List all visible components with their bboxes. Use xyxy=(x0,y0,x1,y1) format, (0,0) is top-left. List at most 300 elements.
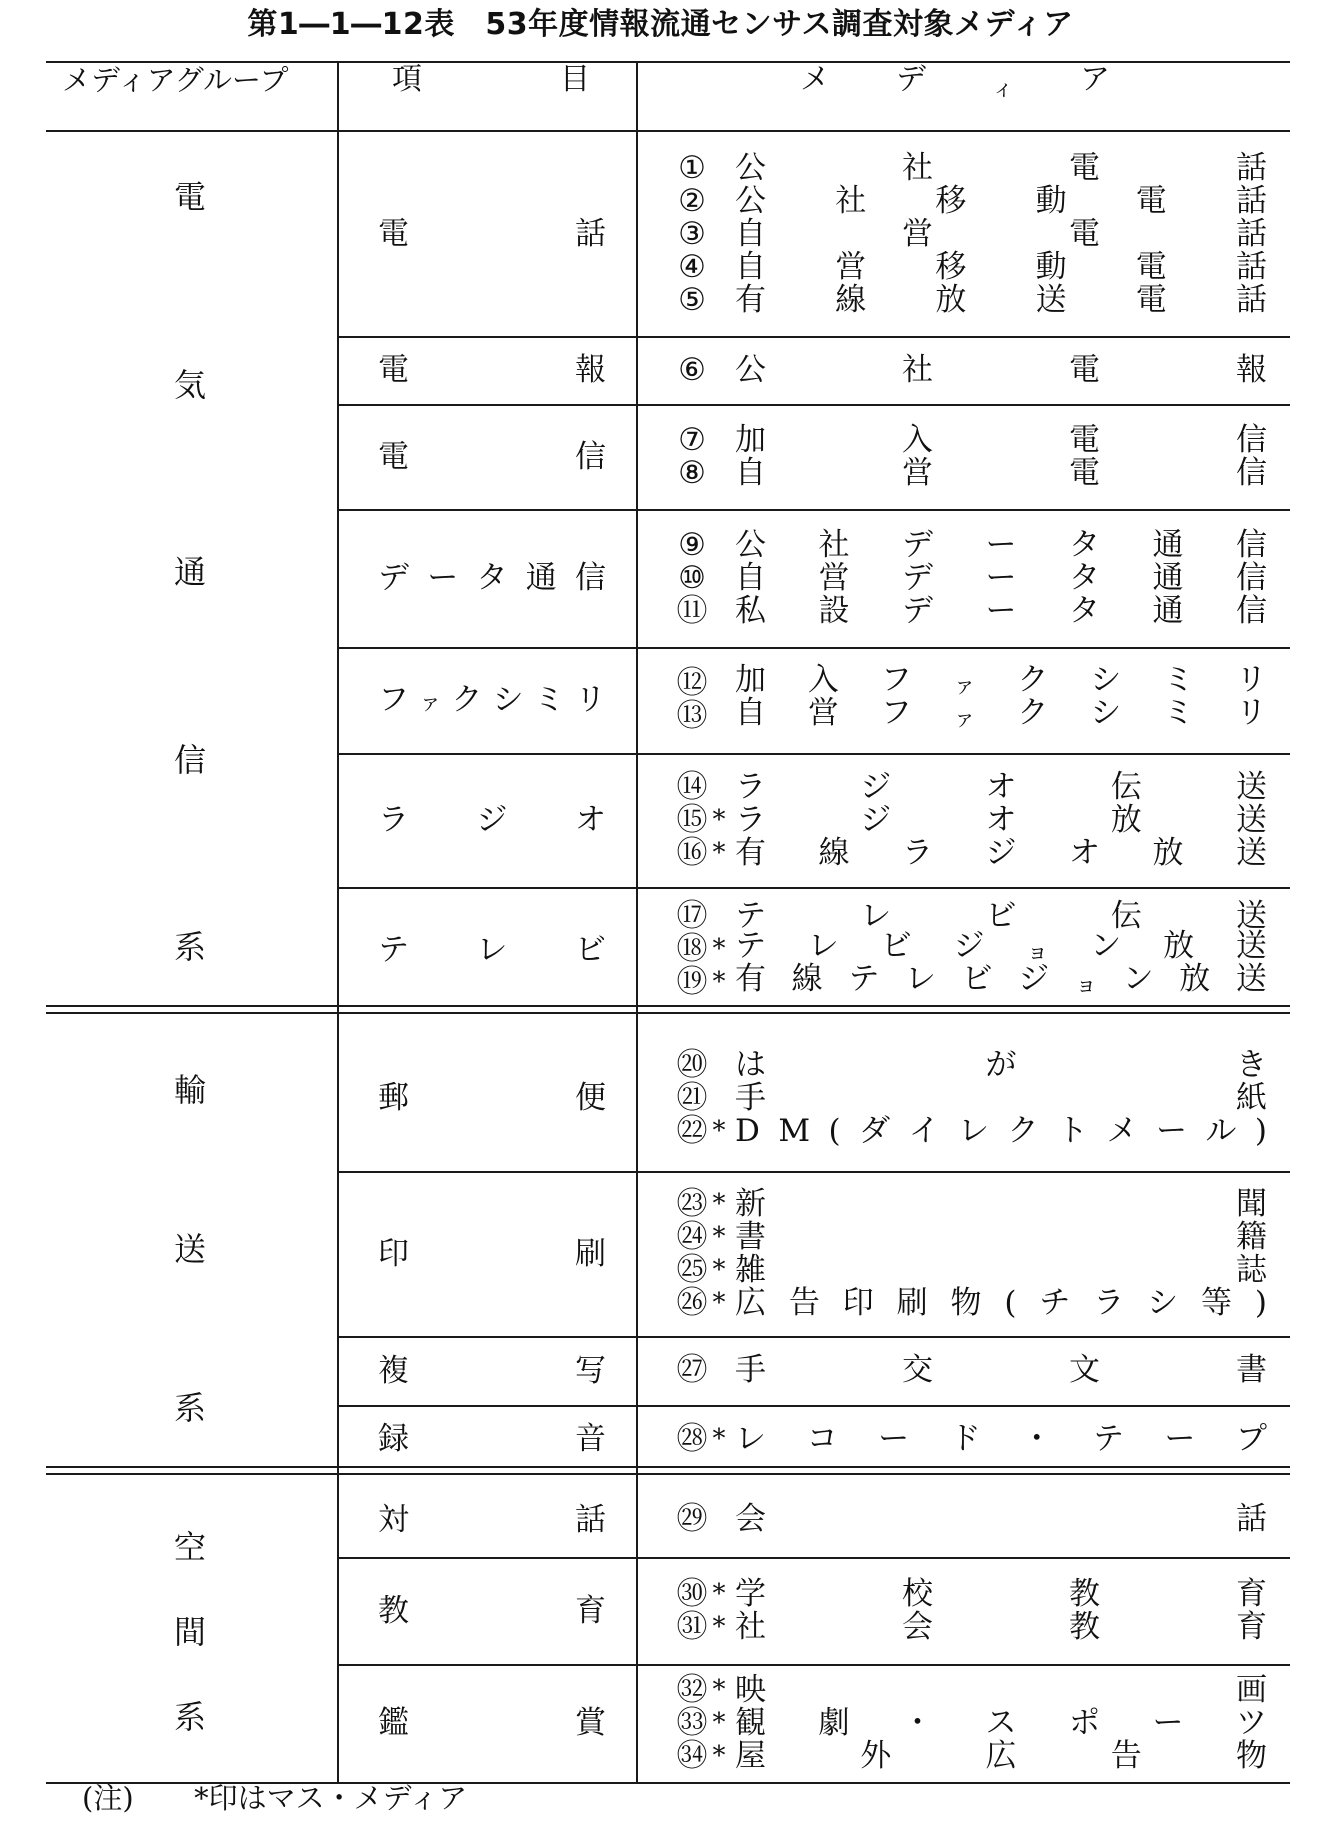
media-cell xyxy=(675,336,1267,404)
media-name-char: 営 xyxy=(835,248,867,285)
media-group-char: 系 xyxy=(173,1698,206,1736)
media-number: ㉓ xyxy=(676,1185,708,1222)
media-name xyxy=(735,351,1267,388)
media-name xyxy=(735,1251,1267,1288)
footnote-label: (注) xyxy=(82,1781,134,1815)
media-name-char: 社 xyxy=(902,149,933,186)
media-name-char: 聞 xyxy=(1236,1185,1267,1222)
media-name xyxy=(735,1420,1267,1457)
media-name-char: ー xyxy=(1164,1420,1196,1457)
media-item xyxy=(675,961,1267,1000)
mass-media-mark: * xyxy=(712,1707,726,1738)
media-item xyxy=(675,421,1267,458)
media-number: ㉙ xyxy=(676,1501,708,1537)
media-name-char: 自 xyxy=(735,454,766,491)
media-name xyxy=(735,1079,1267,1116)
media-number: ⑰ xyxy=(676,898,708,934)
footnote xyxy=(82,1778,467,1818)
media-number: ㉗ xyxy=(676,1352,708,1388)
item-label-char: レ xyxy=(476,931,508,968)
media-name-char: 伝 xyxy=(1110,768,1142,805)
media-group-char: 系 xyxy=(173,1389,206,1427)
media-item xyxy=(675,526,1267,563)
item-label-char: 育 xyxy=(575,1592,606,1629)
media-number: ㉘ xyxy=(676,1420,708,1457)
media-item xyxy=(675,592,1267,629)
mass-media-mark: * xyxy=(712,837,726,868)
media-name-char: 公 xyxy=(735,526,766,563)
media-group-char: 信 xyxy=(173,740,206,779)
media-group-char: 通 xyxy=(173,553,206,591)
media-group xyxy=(120,1070,260,1428)
media-name-char: ン xyxy=(1122,961,1154,997)
media-name-char: ー xyxy=(985,559,1017,596)
media-name-char: 文 xyxy=(1069,1352,1100,1388)
media-name xyxy=(735,592,1267,629)
media-number: ⑱ xyxy=(676,931,708,967)
item-label-char: 報 xyxy=(575,352,606,388)
media-item xyxy=(675,1046,1267,1083)
item-label xyxy=(378,214,606,254)
media-name-char: ダ xyxy=(859,1112,891,1149)
media-item xyxy=(675,248,1267,285)
media-name-char: レ xyxy=(735,1420,766,1457)
media-name-char: 公 xyxy=(735,351,766,388)
media-number: ⑧ xyxy=(678,454,706,491)
media-name-char: は xyxy=(735,1046,766,1083)
rule-group-1b xyxy=(46,1012,1290,1014)
item-label-char: 通 xyxy=(525,560,557,596)
media-name-char: デ xyxy=(902,592,933,629)
media-item xyxy=(675,1112,1267,1149)
media-cell xyxy=(675,1336,1267,1405)
media-name-char: ラ xyxy=(735,768,766,805)
header-item-left: 項 xyxy=(392,62,422,97)
item-label-char: リ xyxy=(574,682,606,718)
media-name xyxy=(735,1704,1267,1741)
media-name-char: オ xyxy=(1069,834,1100,871)
media-name-char: 会 xyxy=(902,1608,933,1645)
media-name-char: 送 xyxy=(1236,801,1267,838)
media-name xyxy=(735,801,1267,838)
media-name xyxy=(735,182,1267,219)
item-label-char: ー xyxy=(427,560,459,596)
media-group-char: 輸 xyxy=(173,1071,206,1109)
media-name-char: フ xyxy=(880,695,912,731)
item-label-char: 音 xyxy=(575,1421,606,1457)
media-name-char: 有 xyxy=(735,281,766,318)
media-name-char: テ xyxy=(735,928,766,964)
media-name-char: 送 xyxy=(1236,768,1267,805)
media-number: ⑬ xyxy=(676,698,708,734)
media-item xyxy=(675,1420,1267,1457)
media-name-char: ラ xyxy=(1093,1284,1125,1321)
item-label-char: 鑑 xyxy=(378,1705,409,1741)
media-name-char: 加 xyxy=(735,421,766,458)
media-name-char: メ xyxy=(1106,1112,1138,1149)
item-label-char: 刷 xyxy=(575,1235,606,1272)
media-item xyxy=(675,281,1267,318)
media-name-char: 営 xyxy=(902,454,933,491)
mass-media-mark: * xyxy=(712,1115,726,1146)
media-name-char: レ xyxy=(860,898,892,934)
media-name-char: 有 xyxy=(735,961,766,997)
media-name-char: 電 xyxy=(1069,454,1100,491)
media-name-char: ク xyxy=(1017,662,1049,698)
item-label xyxy=(378,1351,606,1391)
media-name-char: ビ xyxy=(961,961,993,997)
item-label-char: 信 xyxy=(575,438,606,475)
media-name-char: ) xyxy=(1254,1112,1267,1149)
media-name-char: 通 xyxy=(1152,592,1184,629)
media-group-char: 空 xyxy=(173,1528,206,1566)
media-name-char: 営 xyxy=(818,559,850,596)
media-name-char: 公 xyxy=(735,182,766,219)
media-name-char: 営 xyxy=(902,215,933,252)
media-item xyxy=(675,1737,1267,1774)
media-name-char: 育 xyxy=(1236,1608,1267,1645)
media-name-char: レ xyxy=(807,928,839,964)
table-title: 第1―1―12表 53年度情報流通センサス調査対象メディア xyxy=(247,7,1074,42)
media-name-char: 広 xyxy=(985,1737,1017,1774)
media-item xyxy=(675,1251,1267,1288)
media-name-char: 新 xyxy=(735,1185,766,1222)
media-name-char: 電 xyxy=(1069,215,1100,252)
item-label-char: ジ xyxy=(476,802,508,838)
media-name-char: 物 xyxy=(1236,1737,1267,1774)
media-name xyxy=(735,963,1267,1002)
mass-media-mark: * xyxy=(712,1287,726,1318)
media-item xyxy=(675,351,1267,388)
media-name-char: ジ xyxy=(953,928,985,964)
media-name-char: 線 xyxy=(791,961,823,997)
media-name-char: ジ xyxy=(985,834,1017,871)
media-name-char: ツ xyxy=(1236,1704,1267,1741)
item-label-char: 話 xyxy=(575,216,606,252)
media-name-char: 話 xyxy=(1235,182,1267,219)
media-name-char: 信 xyxy=(1236,454,1267,491)
media-name-char: 電 xyxy=(1135,281,1167,318)
mass-media-mark: * xyxy=(712,934,726,964)
rule-group-2b xyxy=(46,1473,1290,1475)
media-name-char: 有 xyxy=(735,834,766,871)
item-label-char: フ xyxy=(378,682,409,718)
item-label-char: 電 xyxy=(378,438,409,475)
media-name xyxy=(735,834,1267,871)
media-number: ㉖ xyxy=(676,1284,708,1321)
media-name-char: 放 xyxy=(1152,834,1184,871)
media-name-char: 話 xyxy=(1236,149,1267,186)
media-name-char: シ xyxy=(1147,1284,1179,1321)
media-group-char: 気 xyxy=(173,365,206,404)
media-name-char: 籍 xyxy=(1236,1218,1267,1255)
media-number: ⑥ xyxy=(678,351,706,388)
item-label-char: 複 xyxy=(378,1352,409,1389)
media-number: ⑦ xyxy=(678,421,706,458)
item-label xyxy=(378,1419,606,1459)
media-name-char: ) xyxy=(1254,1284,1267,1321)
media-name-char: ラ xyxy=(735,801,766,838)
media-name-char: デ xyxy=(902,526,933,563)
media-cell xyxy=(675,1482,1267,1557)
media-name xyxy=(735,1185,1267,1222)
media-name-char: 電 xyxy=(1135,182,1167,219)
media-number: ㉒ xyxy=(676,1112,708,1149)
media-name-char: 線 xyxy=(835,281,867,318)
media-name-char: ( xyxy=(828,1112,841,1149)
header-media-char: メ xyxy=(800,62,830,97)
media-name-char: デ xyxy=(902,559,933,596)
item-label-char: オ xyxy=(575,802,606,838)
media-name-char: ー xyxy=(985,592,1017,629)
item-label xyxy=(378,350,606,390)
media-name-char: 送 xyxy=(1236,898,1267,934)
media-name xyxy=(735,697,1267,736)
media-name-char: ク xyxy=(1017,695,1049,731)
media-name-char: 動 xyxy=(1035,182,1067,219)
media-name xyxy=(735,1737,1267,1774)
media-name-char: 公 xyxy=(735,149,766,186)
header-media-group: メディアグループ xyxy=(62,63,289,97)
media-item xyxy=(675,1284,1267,1321)
media-item xyxy=(675,801,1267,838)
media-name xyxy=(735,1218,1267,1255)
media-item xyxy=(675,1218,1267,1255)
media-cell xyxy=(675,753,1267,887)
media-number: ⑳ xyxy=(676,1046,708,1083)
media-group-char: 間 xyxy=(173,1613,206,1651)
media-number: ㉜ xyxy=(676,1671,708,1708)
media-name-char: 映 xyxy=(735,1671,766,1708)
media-name-char: 信 xyxy=(1236,559,1267,596)
media-name-char: 書 xyxy=(735,1218,766,1255)
media-name-char: 交 xyxy=(902,1352,933,1388)
item-label xyxy=(378,437,606,477)
media-number: ㉔ xyxy=(676,1218,708,1255)
item-label xyxy=(378,558,606,598)
media-name xyxy=(735,1046,1267,1083)
media-number: ㉛ xyxy=(676,1608,708,1645)
media-name xyxy=(735,1608,1267,1645)
media-name-char: レ xyxy=(958,1112,990,1149)
media-name-char: テ xyxy=(848,961,880,997)
media-name xyxy=(735,248,1267,285)
media-name-char: 送 xyxy=(1235,928,1267,964)
media-name-char: 動 xyxy=(1035,248,1067,285)
media-name-char: 自 xyxy=(735,248,766,285)
media-cell xyxy=(675,1171,1267,1336)
media-name-char: チ xyxy=(1039,1284,1071,1321)
header-item-right: 目 xyxy=(560,62,590,97)
item-label-char: テ xyxy=(378,931,409,968)
media-name-char: 電 xyxy=(1069,421,1100,458)
item-label-char: 録 xyxy=(378,1421,409,1457)
item-label-char: デ xyxy=(378,560,409,596)
media-number: ㉕ xyxy=(676,1251,708,1288)
media-group-char: 系 xyxy=(173,928,206,966)
media-name-char: 社 xyxy=(902,351,933,388)
item-label-char: 郵 xyxy=(378,1080,409,1116)
media-name-char: 自 xyxy=(735,215,766,252)
media-item xyxy=(675,834,1267,871)
media-name-char: タ xyxy=(1069,526,1100,563)
media-name-char: 物 xyxy=(950,1284,982,1321)
media-item xyxy=(675,1354,1267,1387)
media-name-char: ・ xyxy=(1021,1420,1053,1457)
mass-media-mark: * xyxy=(712,1188,726,1219)
media-name-char: 信 xyxy=(1236,526,1267,563)
media-name-char: 放 xyxy=(935,281,967,318)
media-name-char: 広 xyxy=(735,1284,766,1321)
item-label-char: 電 xyxy=(378,352,409,388)
media-name-char: 校 xyxy=(902,1575,933,1612)
media-group xyxy=(120,1527,260,1737)
item-label-char: 対 xyxy=(378,1501,409,1538)
mass-media-mark: * xyxy=(712,1254,726,1285)
media-number: ㉑ xyxy=(676,1079,708,1116)
media-name-char: D xyxy=(735,1112,760,1149)
media-name-char: 送 xyxy=(1236,834,1267,871)
media-group-char: 電 xyxy=(173,178,206,216)
media-name-char: 入 xyxy=(807,662,839,698)
media-name-char: ・ xyxy=(902,1704,933,1741)
media-item xyxy=(675,215,1267,252)
media-name-char: ス xyxy=(985,1704,1017,1741)
media-name-char: ト xyxy=(1057,1112,1088,1149)
media-name-char: 学 xyxy=(735,1575,766,1612)
header-media-char: デ xyxy=(895,62,926,97)
media-name-char: 放 xyxy=(1110,801,1142,838)
media-cell xyxy=(675,1405,1267,1473)
media-name-char: 話 xyxy=(1236,1501,1267,1537)
media-number: ⑮ xyxy=(676,801,708,838)
media-name-char: 電 xyxy=(1069,149,1100,186)
media-number: ⑲ xyxy=(676,964,708,1000)
media-name-char: 放 xyxy=(1179,961,1211,997)
media-name-char: 手 xyxy=(735,1079,766,1116)
media-name-char: ー xyxy=(985,526,1017,563)
media-number: ⑤ xyxy=(678,281,706,318)
media-name-char: 通 xyxy=(1152,526,1184,563)
media-name-char: イ xyxy=(908,1112,940,1149)
media-name-char: M xyxy=(778,1112,811,1149)
media-name xyxy=(735,1354,1267,1387)
media-number: ⑯ xyxy=(676,834,708,871)
media-name-char: 移 xyxy=(935,182,967,219)
media-name-char: 営 xyxy=(807,695,839,731)
media-name-char: 劇 xyxy=(818,1704,850,1741)
media-name-char: 信 xyxy=(1236,421,1267,458)
media-name-char: 放 xyxy=(1163,928,1195,964)
media-number: ⑭ xyxy=(676,768,708,805)
media-name xyxy=(735,559,1267,596)
media-cell xyxy=(675,1025,1267,1171)
media-item xyxy=(675,1671,1267,1708)
media-name-char: 送 xyxy=(1035,281,1067,318)
media-name-char: ド xyxy=(949,1420,981,1457)
media-number: ⑩ xyxy=(678,559,706,596)
media-name-char: 手 xyxy=(735,1352,766,1388)
item-label-char: 印 xyxy=(378,1235,409,1272)
item-label-char: ラ xyxy=(378,802,409,838)
header-media xyxy=(800,62,1110,108)
mass-media-mark: * xyxy=(712,1611,726,1642)
rule-col-1 xyxy=(337,61,339,1783)
item-label xyxy=(378,1234,606,1274)
media-item xyxy=(675,454,1267,491)
item-label xyxy=(378,1500,606,1540)
media-name-char: 私 xyxy=(735,592,766,629)
media-name-char: 告 xyxy=(788,1284,820,1321)
media-name xyxy=(735,1284,1267,1321)
media-name xyxy=(735,1112,1267,1149)
media-name-char: タ xyxy=(1069,559,1100,596)
item-label-char: 便 xyxy=(575,1080,606,1116)
media-number: ④ xyxy=(678,248,706,285)
media-cell xyxy=(675,887,1267,1012)
item-label xyxy=(378,930,606,970)
media-name-char: 入 xyxy=(902,421,933,458)
media-number: ㉞ xyxy=(676,1737,708,1774)
media-name xyxy=(735,1575,1267,1612)
item-label-char: 話 xyxy=(575,1501,606,1538)
item-label-char: ァ xyxy=(419,691,442,716)
media-item xyxy=(675,559,1267,596)
media-number: ㉝ xyxy=(676,1704,708,1741)
media-name xyxy=(735,768,1267,805)
media-name-char: テ xyxy=(735,898,766,934)
media-name-char: 印 xyxy=(842,1284,874,1321)
rule-top xyxy=(46,61,1290,63)
media-name-char: 自 xyxy=(735,559,766,596)
item-label xyxy=(378,1591,606,1631)
media-name-char: が xyxy=(985,1046,1017,1083)
media-name-char: レ xyxy=(904,961,936,997)
media-number: ⑪ xyxy=(676,592,708,629)
item-label-char: ク xyxy=(451,682,483,718)
media-name-char: 電 xyxy=(1135,248,1167,285)
media-name-char: シ xyxy=(1090,695,1122,731)
media-name-char: 加 xyxy=(735,662,766,698)
item-label xyxy=(378,1078,606,1118)
item-label-char: 信 xyxy=(575,560,606,596)
media-name-char: 教 xyxy=(1069,1575,1100,1612)
mass-media-mark: * xyxy=(712,1674,726,1705)
media-number: ⑫ xyxy=(676,665,708,701)
media-name-char: 話 xyxy=(1235,248,1267,285)
media-name-char: 信 xyxy=(1236,592,1267,629)
media-name-char: 書 xyxy=(1236,1352,1267,1388)
media-name-char: ー xyxy=(1152,1704,1184,1741)
media-name-char: 告 xyxy=(1110,1737,1142,1774)
media-group-char: 送 xyxy=(173,1230,206,1268)
media-name-char: シ xyxy=(1090,662,1122,698)
media-item xyxy=(675,1079,1267,1116)
media-cell xyxy=(675,647,1267,753)
media-item xyxy=(675,768,1267,805)
media-name-char: タ xyxy=(1069,592,1100,629)
media-item xyxy=(675,695,1267,734)
item-label xyxy=(378,1703,606,1743)
media-name-char: ビ xyxy=(880,928,912,964)
media-name-char: 紙 xyxy=(1236,1079,1267,1116)
media-cell xyxy=(675,132,1267,336)
media-name-char: ョ xyxy=(1026,940,1049,965)
media-name-char: リ xyxy=(1235,662,1267,698)
media-name-char: 社 xyxy=(835,182,867,219)
media-name-char: 屋 xyxy=(735,1737,766,1774)
media-name-char: 報 xyxy=(1236,351,1267,388)
